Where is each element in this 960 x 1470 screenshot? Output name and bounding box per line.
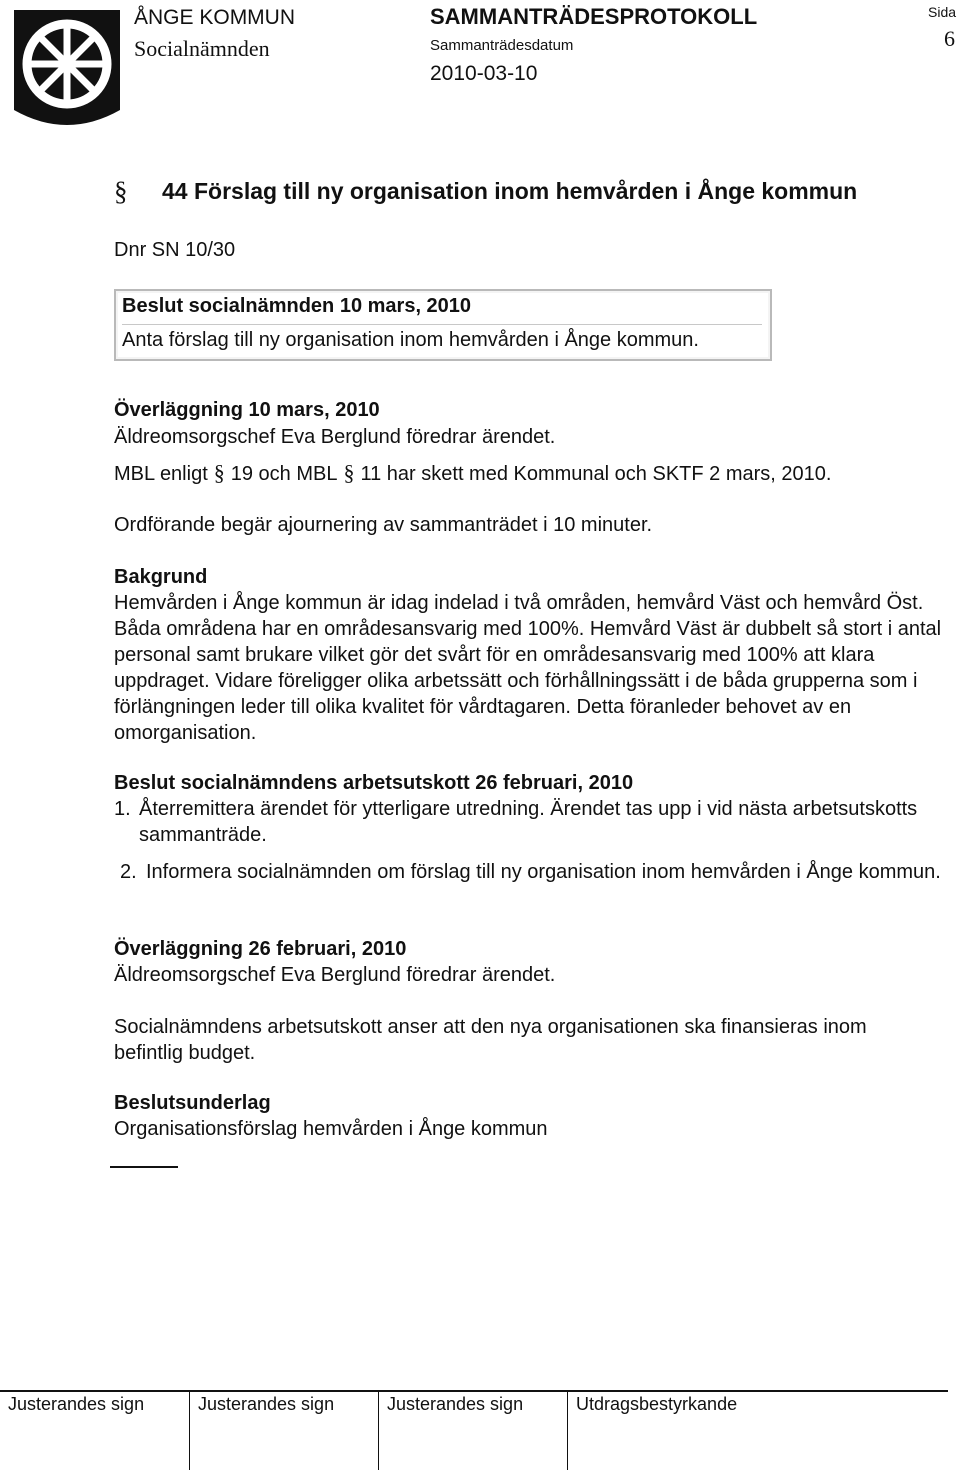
deliberation1-line3: Ordförande begär ajournering av sammanträdet i 10 minuter. (114, 514, 653, 536)
signature-cell-1: Justerandes sign (8, 1394, 145, 1414)
committee-item-2-number: 2. (120, 861, 137, 883)
page-label: Sida (928, 4, 957, 20)
certification-cell: Utdragsbestyrkande (567, 1392, 756, 1470)
deliberation1-line1: Äldreomsorgschef Eva Berglund föredrar ärendet. (114, 426, 556, 448)
section-sign: § (114, 176, 128, 206)
organization-name: ÅNGE KOMMUN (134, 6, 296, 29)
basis-heading: Beslutsunderlag (114, 1092, 271, 1114)
decision-box (114, 289, 772, 361)
deliberation1-mbl-line (114, 460, 831, 487)
date-label: Sammanträdesdatum (430, 37, 574, 54)
background-heading: Bakgrund (114, 566, 208, 588)
decision-heading: Beslut socialnämnden 10 mars, 2010 (122, 295, 472, 317)
mbl-prefix: MBL enligt (114, 463, 208, 485)
municipality-logo (8, 6, 126, 136)
case-dnr: Dnr SN 10/30 (114, 239, 236, 261)
committee-item-2-text: Informera socialnämnden om förslag till ny organisation inom hemvården i Ånge kommun. (146, 861, 941, 883)
background-text: Hemvården i Ånge kommun är idag indelad i två områden, hemvård Väst och hemvård Öst. Båda områdena har en områdesansvarig med 100%. Hemvård Väst är dubbelt så stort i antal personal samt brukare vilket gör det svårt för en områdesansvarig med 100% att klara uppdraget. Vidare föreligger olika arbetssätt och förhållningssätt i de båda grupperna som i förlängningen leder till olika kvalitet för vårdtagaren. Detta föranleder behovet av en omorganisation. (114, 592, 942, 744)
mbl-suffix: 11 har skett med Kommunal och SKTF 2 mars, 2010. (360, 463, 832, 485)
decision-text: Anta förslag till ny organisation inom hemvården i Ånge kommun. (122, 329, 699, 351)
decision-divider (122, 324, 762, 325)
department-name: Socialnämnden (134, 36, 270, 61)
basis-text: Organisationsförslag hemvården i Ånge kommun (114, 1118, 548, 1140)
committee-decision-heading: Beslut socialnämndens arbetsutskott 26 februari, 2010 (114, 772, 634, 794)
deliberation2-line2: Socialnämndens arbetsutskott anser att den nya organisationen ska finansieras inom befintlig budget. (114, 1016, 867, 1064)
deliberation1-heading: Överläggning 10 mars, 2010 (114, 399, 380, 421)
signature-cell-3: Justerandes sign (378, 1392, 567, 1470)
section-sign: § (343, 460, 355, 485)
document-title: SAMMANTRÄDESPROTOKOLL (430, 4, 758, 29)
case-title: 44 Förslag till ny organisation inom hemvården i Ånge kommun (162, 178, 858, 204)
deliberation2-heading: Överläggning 26 februari, 2010 (114, 938, 407, 960)
wheel-emblem-icon (8, 6, 126, 136)
meeting-date: 2010-03-10 (430, 62, 538, 85)
deliberation2-line1: Äldreomsorgschef Eva Berglund föredrar ärendet. (114, 964, 556, 986)
end-rule (110, 1166, 178, 1168)
committee-item-1-text: Återremittera ärendet för ytterligare utredning. Ärendet tas upp i vid nästa arbetsutskotts sammanträde. (139, 798, 918, 846)
page-number: 6 (944, 26, 955, 51)
section-sign: § (213, 460, 225, 485)
committee-item-1-number: 1. (114, 798, 131, 820)
mbl-mid: 19 och MBL (230, 463, 338, 485)
signature-cell-2: Justerandes sign (189, 1392, 378, 1470)
case-heading (114, 176, 904, 206)
